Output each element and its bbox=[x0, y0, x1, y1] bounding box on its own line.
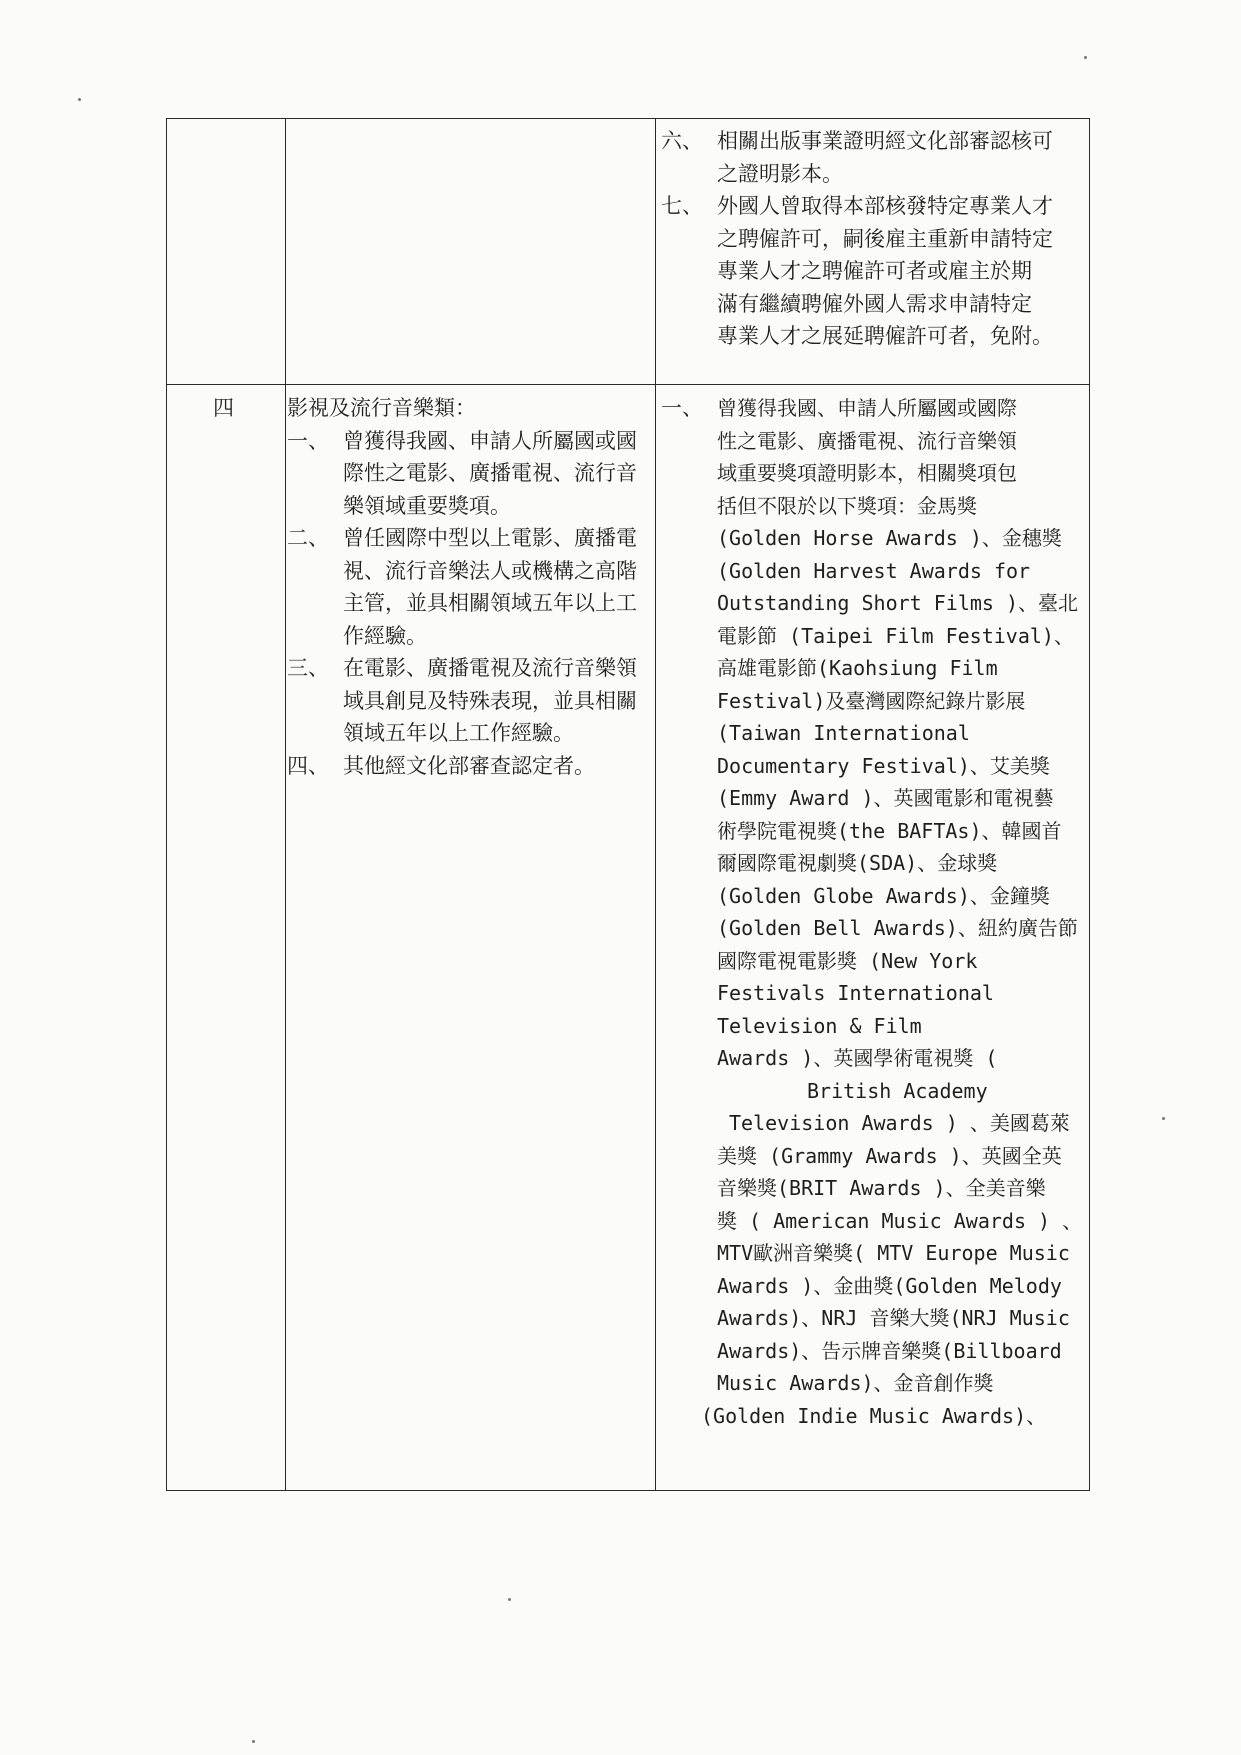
item-text bbox=[717, 190, 1087, 353]
text-line: 電影節 (Taipei Film Festival)、 bbox=[717, 623, 1074, 648]
text-line: (Golden Bell Awards)、紐約廣告節 bbox=[717, 916, 1078, 940]
text-line: Television Awards ) 、美國葛萊 bbox=[729, 1111, 1070, 1135]
text-line: 曾獲得我國、申請人所屬國或國 bbox=[343, 428, 637, 453]
row2-documents-cell bbox=[661, 392, 1087, 1432]
text-line: 外國人曾取得本部核發特定專業人才 bbox=[717, 194, 1053, 218]
scan-speck bbox=[1162, 1117, 1165, 1120]
text-line: (Golden Horse Awards )、金穗獎 bbox=[717, 526, 1062, 550]
item-text bbox=[343, 425, 649, 523]
text-line: 域重要獎項證明影本，相關獎項包 bbox=[717, 461, 1017, 485]
text-line: 括但不限於以下獎項：金馬獎 bbox=[717, 493, 977, 518]
item-marker: 一、 bbox=[287, 428, 329, 453]
text-line: Awards )、英國學術電視獎 ( bbox=[717, 1046, 998, 1070]
criteria-item bbox=[287, 522, 649, 652]
scan-speck bbox=[252, 1740, 255, 1743]
scan-speck bbox=[1084, 56, 1087, 59]
text-line: 專業人才之展延聘僱許可者，免附。 bbox=[717, 324, 1053, 348]
item-marker: 七、 bbox=[661, 194, 703, 218]
scan-speck bbox=[508, 1598, 511, 1601]
item-text bbox=[343, 522, 649, 652]
item-text bbox=[717, 125, 1087, 190]
text-line: 其他經文化部審查認定者。 bbox=[343, 753, 595, 778]
text-line: 主管，並具相關領域五年以上工 bbox=[343, 591, 637, 615]
text-line: 在電影、廣播電視及流行音樂領 bbox=[343, 656, 637, 680]
text-line: Awards)、NRJ 音樂大獎(NRJ Music bbox=[717, 1306, 1070, 1330]
document-item bbox=[661, 392, 1087, 1432]
text-line: 曾任國際中型以上電影、廣播電 bbox=[343, 526, 637, 550]
text-line: Television & Film bbox=[717, 1013, 922, 1038]
item-marker: 二、 bbox=[287, 526, 329, 550]
text-line: 視、流行音樂法人或機構之高階 bbox=[343, 558, 637, 583]
text-line: Festivals International bbox=[717, 981, 994, 1005]
document-item bbox=[661, 125, 1087, 190]
item-text bbox=[343, 652, 649, 750]
item-marker: 三、 bbox=[287, 656, 329, 680]
text-line: Awards)、告示牌音樂獎(Billboard bbox=[717, 1338, 1062, 1363]
text-line: British Academy bbox=[807, 1078, 988, 1103]
text-line: (Emmy Award )、英國電影和電視藝 bbox=[717, 786, 1054, 810]
item-marker: 一、 bbox=[661, 396, 703, 420]
row-number: 四 bbox=[213, 396, 234, 420]
text-line: 音樂獎(BRIT Awards )、全美音樂 bbox=[717, 1176, 1046, 1200]
text-line: 樂領域重要獎項。 bbox=[343, 493, 511, 518]
text-line: 曾獲得我國、申請人所屬國或國際 bbox=[717, 396, 1017, 420]
text-line: 之聘僱許可，嗣後雇主重新申請特定 bbox=[717, 226, 1053, 251]
text-line: (Golden Harvest Awards for bbox=[717, 558, 1031, 583]
item-text bbox=[701, 392, 1087, 1432]
text-line: Festival)及臺灣國際紀錄片影展 bbox=[717, 688, 1026, 713]
text-line: 高雄電影節(Kaohsiung Film bbox=[717, 656, 998, 680]
text-line: 滿有繼續聘僱外國人需求申請特定 bbox=[717, 291, 1032, 316]
text-line: Documentary Festival)、艾美獎 bbox=[717, 753, 1050, 778]
text-line: 性之電影、廣播電視、流行音樂領 bbox=[717, 428, 1017, 453]
item-text bbox=[343, 750, 649, 783]
text-line: 際性之電影、廣播電視、流行音 bbox=[343, 461, 637, 485]
text-line: 國際電視電影獎 (New York bbox=[717, 948, 978, 973]
requirements-table bbox=[166, 118, 1090, 1491]
item-marker: 六、 bbox=[661, 129, 703, 153]
text-line: 之證明影本。 bbox=[717, 161, 843, 186]
criteria-item bbox=[287, 750, 649, 783]
column-divider-1 bbox=[285, 119, 286, 1490]
text-line: 域具創見及特殊表現，並具相關 bbox=[343, 688, 637, 713]
text-line: 術學院電視獎(the BAFTAs)、韓國首 bbox=[717, 818, 1062, 843]
text-line: Music Awards)、金音創作獎 bbox=[717, 1371, 994, 1395]
text-line: Outstanding Short Films )、臺北 bbox=[717, 591, 1079, 615]
criteria-item bbox=[287, 652, 649, 750]
text-line: 相關出版事業證明經文化部審認核可 bbox=[717, 129, 1053, 153]
text-line: 爾國際電視劇獎(SDA)、金球獎 bbox=[717, 851, 998, 875]
row1-documents-cell bbox=[661, 125, 1087, 353]
criteria-cell bbox=[287, 392, 649, 782]
scan-speck bbox=[78, 98, 81, 101]
criteria-item bbox=[287, 425, 649, 523]
text-line: 專業人才之聘僱許可者或雇主於期 bbox=[717, 259, 1032, 283]
text-line: 作經驗。 bbox=[343, 623, 427, 648]
text-line: Awards )、金曲獎(Golden Melody bbox=[717, 1273, 1062, 1298]
text-line: 獎 ( American Music Awards ) 、 bbox=[717, 1208, 1083, 1233]
text-line: 美獎 (Grammy Awards )、英國全英 bbox=[717, 1143, 1062, 1168]
text-line: (Golden Globe Awards)、金鐘獎 bbox=[717, 883, 1050, 908]
text-line: MTV歐洲音樂獎( MTV Europe Music bbox=[717, 1241, 1070, 1265]
category-title: 影視及流行音樂類： bbox=[287, 396, 476, 420]
text-line: (Golden Indie Music Awards)、 bbox=[701, 1403, 1047, 1428]
document-item bbox=[661, 190, 1087, 353]
item-marker: 四、 bbox=[287, 753, 329, 778]
column-divider-2 bbox=[655, 119, 656, 1490]
row-divider bbox=[167, 384, 1089, 385]
text-line: 領域五年以上工作經驗。 bbox=[343, 721, 574, 745]
text-line: (Taiwan International bbox=[717, 721, 970, 745]
